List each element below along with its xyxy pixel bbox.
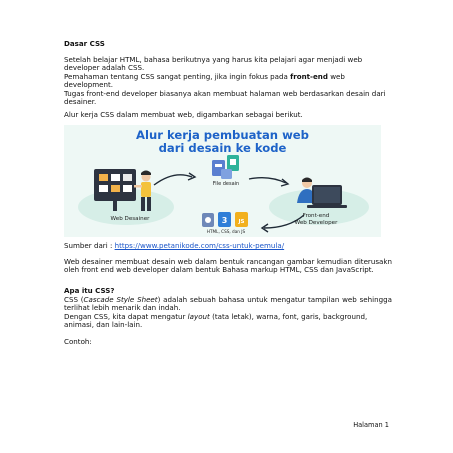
illustration-title-line2: dari desain ke kode [158,141,287,155]
source-line: Sumber dari : https://www.petanikode.com/css-untuk-pemula/ [64,241,285,250]
section-heading-apa-itu-css: Apa itu CSS? [64,286,115,295]
contoh-label: Contoh: [64,337,92,346]
workflow-illustration [64,125,381,237]
intro-paragraph: Setelah belajar HTML, bahasa berikutnya yang harus kita pelajari agar menjadi web developer adalah CSS. [64,55,363,73]
source-link[interactable]: https://www.petanikode.com/css-untuk-pemula/ [114,241,285,250]
task-paragraph: Tugas front-end developer biasanya akan membuat halaman web berdasarkan desain dari desainer. [64,89,386,107]
frontend-label-line2: Web Developer [294,220,338,226]
page-number-footer: Halaman 1 [353,421,389,429]
web-desainer-label: Web Desainer [110,216,150,222]
file-desain-label: File desain [212,181,240,187]
designer-explanation-paragraph: Web desainer membuat desain web dalam bentuk rancangan gambar kemudian diterusakn oleh front end web developer dalam bentuk Bahasa markup HTML, CSS dan JavaScript. [64,257,392,275]
html-file-icon [202,213,214,227]
css-definition-paragraph: CSS (Cascade Style Sheet) adalah sebuah bahasa untuk mengatur tampilan web sehingga terlihat lebih menarik dan indah. [64,295,392,313]
html-css-js-label: HTML, CSS, dan JS [206,229,246,234]
frontend-label-line1: Front-end [302,213,330,219]
js-badge-text: JS [238,219,245,225]
cascade-style-sheet-italic: Cascade Style Sheet [83,295,158,304]
layout-italic: layout [187,312,210,321]
illustration-title-line1: Alur kerja pembuatan web [136,128,309,142]
arrow-to-developer-icon [249,178,286,183]
frontend-emphasis: front-end [290,72,328,81]
workflow-intro-paragraph: Alur kerja CSS dalam membuat web, digambarkan sebagai berikut. [64,110,303,119]
section-heading-dasar-css: Dasar CSS [64,39,105,48]
arrow-to-file-icon [154,175,192,185]
css-badge-text: 3 [221,216,228,225]
css-features-paragraph: Dengan CSS, kita dapat mengatur layout (tata letak), warna, font, garis, background, animasi, dan lain-lain. [64,312,368,330]
importance-paragraph: Pemahaman tentang CSS sangat penting, jika ingin fokus pada front-end web development. [64,72,345,90]
design-file-icon [212,155,239,179]
